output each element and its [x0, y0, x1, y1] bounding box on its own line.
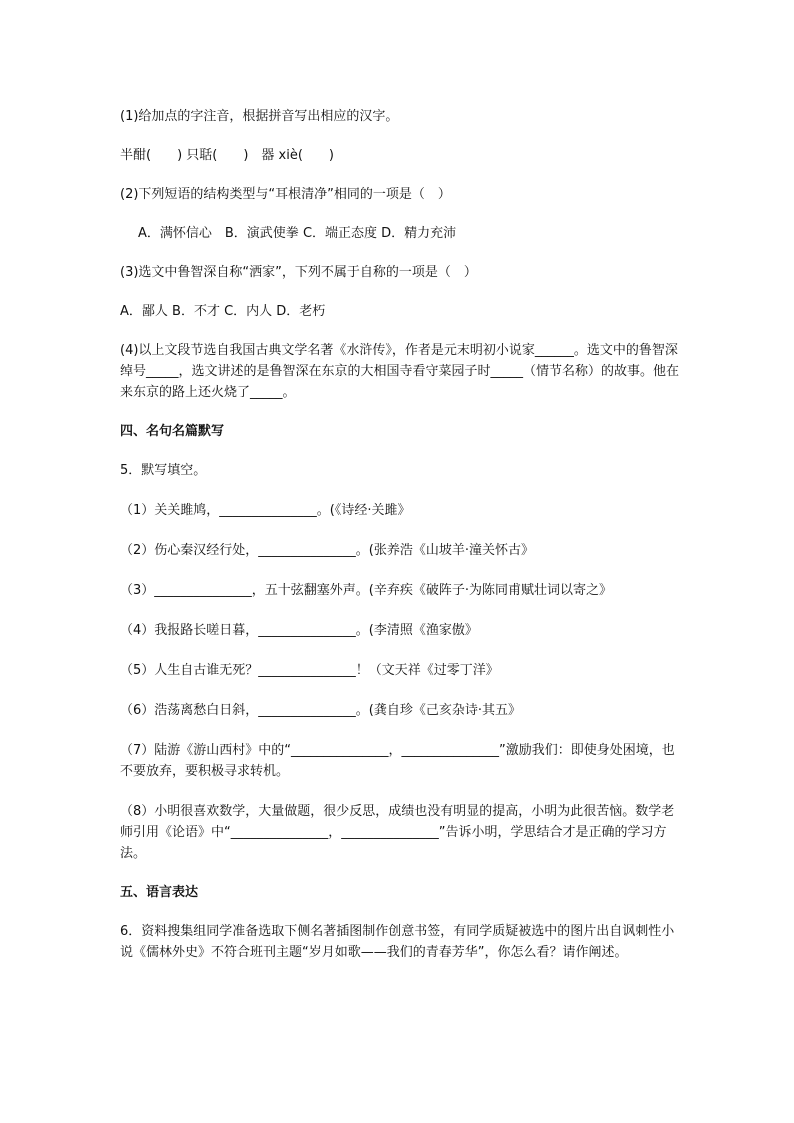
question-5-title: 5．默写填空。	[120, 463, 207, 478]
question-3-prompt: (3)选文中鲁智深自称“洒家”，下列不属于自称的一项是（ ）	[120, 265, 477, 280]
q5-item-7: （7）陆游《游山西村》中的“_______________，_______________”激励我们：即使身处困境，也不要放弃，要积极寻求转机。	[120, 743, 675, 779]
question-2-options: A．满怀信心 B．演武使拳 C．端正态度 D．精力充沛	[138, 226, 457, 241]
section-4-title: 四、名句名篇默写	[120, 424, 225, 439]
q5-item-1: （1）关关雎鸠，_______________。(《诗经·关雎》	[120, 503, 411, 518]
q5-item-2: （2）伤心秦汉经行处，_______________。(张养浩《山坡羊·潼关怀古》	[120, 543, 534, 558]
q5-item-6: （6）浩荡离愁白日斜，_______________。(龚自珍《己亥杂诗·其五》	[120, 703, 521, 718]
q5-item-3: （3）_______________，五十弦翻塞外声。(辛弃疾《破阵子·为陈同甫赋壮词以寄之》	[120, 583, 612, 598]
question-6-prompt: 6．资料搜集组同学准备选取下侧名著插图制作创意书签，有同学质疑被选中的图片出自讽刺性小说《儒林外史》不符合班刊主题“岁月如歌——我们的青春芳华”，你怎么看？请作阐述。	[120, 924, 675, 960]
question-4-prompt: (4)以上文段节选自我国古典文学名著《水浒传》，作者是元末明初小说家______。选文中的鲁智深绰号_____，选文讲述的是鲁智深在东京的大相国寺看守菜园子时_____（情节名称）的故事。他在来东京的路上还火烧了_____。	[120, 343, 680, 400]
q5-item-8: （8）小明很喜欢数学，大量做题，很少反思，成绩也没有明显的提高，小明为此很苦恼。数学老师引用《论语》中“_______________，_______________”告诉小明，学思结合才是正确的学习方法。	[120, 804, 675, 861]
question-1-prompt: (1)给加点的字注音，根据拼音写出相应的汉字。	[120, 109, 399, 124]
q5-item-5: （5）人生自古谁无死？_______________！（文天祥《过零丁洋》	[120, 663, 499, 678]
question-3-options: A．鄙人 B．不才 C．内人 D．老朽	[120, 304, 326, 319]
question-2-prompt: (2)下列短语的结构类型与“耳根清净”相同的一项是（ ）	[120, 187, 451, 202]
question-1-items: 半酣( ) 只聒( ) 器 xiè( )	[120, 148, 334, 163]
q5-item-4: （4）我报路长嗟日暮，_______________。(李清照《渔家傲》	[120, 623, 478, 638]
document-page	[120, 106, 680, 963]
section-5-title: 五、语言表达	[120, 885, 199, 900]
